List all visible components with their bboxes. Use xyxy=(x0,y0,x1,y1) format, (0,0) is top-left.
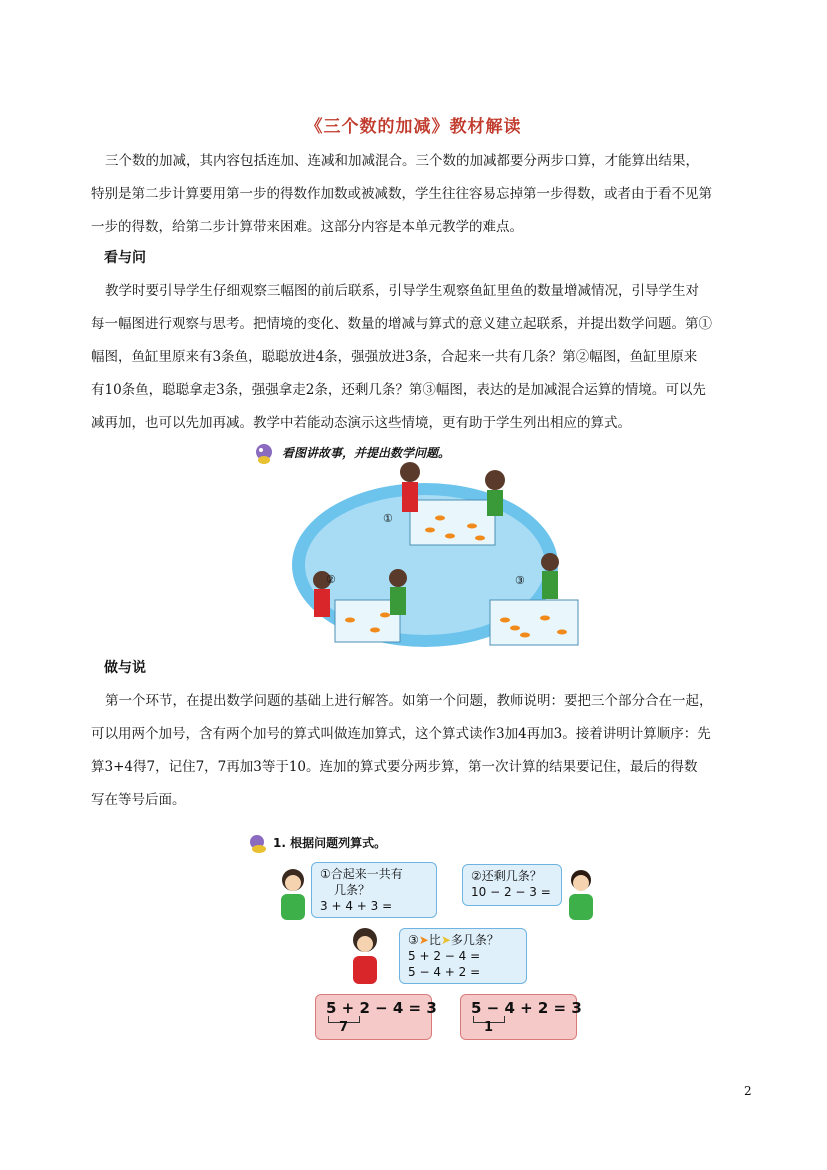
section1-line: 有10条鱼，聪聪拿走3条，强强拿走2条，还剩几条？第③幅图，表达的是加减混合运算的情境。可以先 xyxy=(91,382,706,398)
mascot-icon xyxy=(256,444,272,464)
figure-label: ② xyxy=(326,573,336,586)
intro-line: 特别是第二步计算要用第一步的得数作加数或被减数，学生往往容易忘掉第一步得数，或者由于看不见第 xyxy=(91,186,712,202)
bubble-text: ②还剩几条？ xyxy=(471,869,542,883)
girl-figure xyxy=(400,462,420,512)
intro-line: 一步的得数，给第二步计算带来困难。这部分内容是本单元教学的难点。 xyxy=(91,219,523,235)
bubble-text: ①合起来一共有 xyxy=(320,867,403,881)
figure1-caption: 看图讲故事，并提出数学问题。 xyxy=(282,446,451,460)
section-heading-look-ask: 看与问 xyxy=(104,250,146,266)
fish-icon: ➤ xyxy=(440,933,451,947)
fish-tank-3 xyxy=(490,600,578,645)
intro-line: 三个数的加减，其内容包括连加、连减和加减混合。三个数的加减都要分两步口算，才能算出结果， xyxy=(105,153,699,169)
answer-box-2 xyxy=(460,994,582,1040)
boy-figure xyxy=(389,569,407,615)
bubble-equation: 5 − 4 + 2 = xyxy=(408,965,481,979)
figure-label: ① xyxy=(383,512,393,525)
section1-line: 减再加，也可以先加再减。教学中若能动态演示这些情境，更有助于学生列出相应的算式。 xyxy=(91,415,631,431)
answer-equation: 5 + 2 − 4 = 3 xyxy=(326,999,437,1017)
bubble-text: 几条？ xyxy=(334,883,371,897)
intermediate-result: 7 xyxy=(339,1020,349,1035)
intro-paragraph xyxy=(91,145,750,244)
speech-bubble-2 xyxy=(462,864,562,906)
section-heading-do-say: 做与说 xyxy=(104,660,146,676)
figure-equations xyxy=(245,830,595,1040)
bubble-equation: 10 − 2 − 3 = xyxy=(471,885,551,899)
section1-paragraph xyxy=(91,275,750,440)
intermediate-result: 1 xyxy=(484,1020,494,1035)
section1-line: 教学时要引导学生仔细观察三幅图的前后联系，引导学生观察鱼缸里鱼的数量增减情况，引导学生对 xyxy=(105,283,699,299)
section1-line: 幅图，鱼缸里原来有3条鱼，聪聪放进4条，强强放进3条，合起来一共有几条？第②幅图，鱼缸里原来 xyxy=(91,349,698,365)
bubble-text: 多几条？ xyxy=(450,933,499,947)
bubble-text: ③ xyxy=(408,933,419,947)
girl-figure xyxy=(345,926,385,990)
section2-line: 第一个环节，在提出数学问题的基础上进行解答。如第一个问题，教师说明：要把三个部分合在一起， xyxy=(105,693,713,709)
section2-line: 算3+4得7，记住7，7再加3等于10。连加的算式要分两步算，第一次计算的结果要记住，最后的得数 xyxy=(91,759,698,775)
boy-figure xyxy=(563,866,599,926)
bubble-text xyxy=(408,932,518,948)
figure-label: ③ xyxy=(515,574,525,587)
bubble-equation: 3 + 4 + 3 = xyxy=(320,899,393,913)
bubble-text: 比 xyxy=(428,933,441,947)
page-number: 2 xyxy=(744,1084,752,1098)
fish-icon: ➤ xyxy=(418,933,429,947)
section1-line: 每一幅图进行观察与思考。把情境的变化、数量的增减与算式的意义建立起联系，并提出数学问题。第① xyxy=(91,316,712,332)
answer-box-1 xyxy=(315,994,437,1040)
speech-bubble-1 xyxy=(311,862,437,918)
boy-figure xyxy=(485,470,505,516)
answer-equation: 5 − 4 + 2 = 3 xyxy=(471,999,582,1017)
section2-line: 可以用两个加号，含有两个加号的算式叫做连加算式，这个算式读作3加4再加3。接着讲明计算顺序：先 xyxy=(91,726,711,742)
section2-paragraph xyxy=(91,685,750,817)
fish-tank-illustration xyxy=(250,440,580,650)
bubble-equation: 5 + 2 − 4 = xyxy=(408,949,481,963)
girl-figure xyxy=(275,866,311,926)
figure2-caption: 1. 根据问题列算式。 xyxy=(273,836,387,850)
speech-bubble-3 xyxy=(399,928,527,984)
boy-figure xyxy=(541,553,559,599)
page-title: 《三个数的加减》教材解读 xyxy=(305,117,522,137)
section2-line: 写在等号后面。 xyxy=(91,792,186,808)
mascot-icon xyxy=(245,832,275,854)
figure-fish-tanks xyxy=(250,440,580,650)
